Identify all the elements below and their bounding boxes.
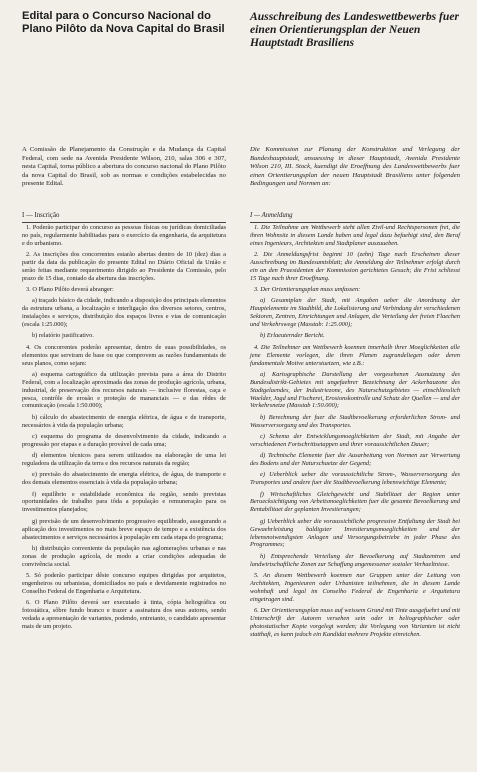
portuguese-paragraph: c) esquema do programa de desenvolvimento da cidade, indicando a progressão por etapas e a duração provável de cada uma; — [22, 432, 226, 448]
german-paragraph: a) Gesamtplan der Stadt, mit Angaben ueber die Anordnung der Hauptelemente im Stadtbild, die Lokalisierung und Verbindung der verschiedenen Sektoren, Zentren, Einrichtungen und Anlagen, die Verteilung der freien Flaechen und Verkehrswege (Masstab: 1:25.000); — [250, 297, 460, 329]
german-paragraph: 6. Der Orientierungsplan muss auf weissem Grund mit Tinte ausgefuehrt und mit Unterschrift der Autoren versehen sein oder in heliographischer oder photostatischer Kopie vorgelegt werden; die Vorlegung von Varianten ist nicht statthaft, es kann jedoch ein Kandidat mehrere Projekte einreichen. — [250, 606, 460, 638]
german-paragraph: f) Wirtschaftliches Gleichgewicht und Stabilitaet der Region unter Beruecksichtigung von Arbeitsmoeglichkeiten fuer die gesamte Bevoelkerung und Rentabilitaet der geplanten Investierungen; — [250, 490, 460, 514]
portuguese-paragraph: 4. Os concorrentes poderão apresentar, dentro de suas possibilidades, os elementos que serviram de base ou que comprovem as razões fundamentais de seus planos, como sejam: — [22, 343, 226, 367]
portuguese-title: Edital para o Concurso Nacional do Plano Pilôto da Nova Capital do Brasil — [22, 10, 225, 36]
german-paragraph: a) Kartographische Darstellung der vorgesehenen Ausnutzung des Bundesdistrikt-Gebietes mit ungefaehrer Bezeichnung der Ackerbauzone des Stadtgelaendes, der Industriezone, des Naturschutzgebietes — einschliesslich Waelder, Jagd und Fischerei, Erosionskontrolle und Schutz der Quellen — und der Verkehrsnetze (Masstab 1:50.000); — [250, 370, 460, 410]
portuguese-paragraph: a) esquema cartográfico da utilização prevista para a área do Distrito Federal, com a localização aproximada das zonas de produção agrícola, urbana, industrial, de preservação dos recursos naturais — inclusive florestas, caça e pesca, contrôle de erosão e proteção de mananciais — e das rêdes de comunicação (escala 1:50.000); — [22, 370, 226, 410]
german-paragraph: 3. Der Orientierungsplan muss umfassen: — [254, 286, 361, 294]
portuguese-paragraph: 5. Só poderão participar dêste concurso equipes dirigidas por arquitetos, engenheiros ou urbanistas, domiciliados no país e devidamente registrados no Conselho Federal de Engenharia e Arquitetura. — [22, 571, 226, 595]
portuguese-paragraph: 1. Poderão participar do concurso as pessoas físicas ou jurídicas domiciliadas no país, regularmente habilitadas para o exercício da engenharia, da arquitetura e do urbanismo. — [22, 224, 226, 247]
german-paragraph: 4. Die Teilnehmer am Wettbewerb koennen innerhalb ihrer Moeglichkeiten alle jene Elemente vorlegen, die ihren Planen zugrundeliegen oder deren fundamentale Motive unterstuetzen, wie z.B.: — [250, 343, 460, 367]
german-section-title: I — Anmeldung — [250, 212, 293, 219]
portuguese-paragraph: 3. O Plano Pilôto deverá abranger: — [26, 286, 114, 294]
portuguese-paragraph: b) cálculo do abastecimento de energia elétrica, de água e de transporte, necessários à vida da população urbana; — [22, 413, 226, 429]
german-paragraph: 2. Die Anmeldungsfrist beginnt 10 (zehn) Tage nach Erscheinen dieser Ausschreibung im Bundesamtsblatt; die Anmeldung der Teilnehmer erfolgt durch ein an den Praesidenten der Kommission gerichtetes Gesuch; die Frist schliesst 15 Tage nach ihrer Eroeffnung. — [250, 251, 460, 282]
german-title: Ausschreibung des Landeswettbewerbs fuer einen Orientierungsplan der Neuen Hauptstadt Brasiliens — [250, 10, 460, 50]
german-paragraph: e) Ueberblick ueber die voraussichtliche Strom-, Wasserversorgung des Transportes und andere fuer die Stadtbevoelkerung lebenswichtige Elemente; — [250, 471, 460, 487]
portuguese-paragraph: h) distribuição conveniente da população nas aglomerações urbanas e nas zonas de produção agrícola, de modo a criar condições adequadas de convivência social. — [22, 544, 226, 568]
portuguese-paragraphs — [22, 224, 226, 634]
german-paragraph: b) Berechnung der fuer die Stadtbevoelkerung erforderlichen Strom- und Wasserversorgung und des Transportes. — [250, 413, 460, 429]
portuguese-paragraph: e) previsão do abastecimento de energia elétrica, de água, de transporte e dos demais elementos essenciais à vida da população urbana; — [22, 471, 226, 487]
portuguese-paragraph: d) elementos técnicos para serem utilizados na elaboração de uma lei reguladora da utilização da terra e dos recursos naturais da região; — [22, 452, 226, 468]
portuguese-paragraph: 2. As inscrições dos concorrentes estarão abertas dentro de 10 (dez) dias a partir da data da publicação do presente Edital no Diário Oficial da União e serão feitas mediante requerimento dirigido ao Presidente da Comissão, pelo prazo de 15 dias, contado da abertura das inscrições. — [22, 251, 226, 282]
german-paragraph: c) Schema der Entwicklungsmoeglichkeiten der Stadt, mit Angabe der verschiedenen Fortschrittsetappen und ihrer voraussichtlichen Dauer; — [250, 432, 460, 448]
portuguese-intro: A Comissão de Planejamento da Construção e da Mudança da Capital Federal, com sede na Avenida Presidente Wilson, 210, salas 306 e 307, nesta Capital, torna público a abertura do concurso nacional do Plano Pilôto da nova Capital do Brasil, sob as normas e condições estabelecidas no presente Edital. — [22, 146, 226, 188]
german-paragraph: d) Technische Elemente fuer die Ausarbeitung von Normen zur Verwertung des Bodens und der Naturschaetze der Gegend; — [250, 452, 460, 468]
german-paragraph: 5. An diesem Wettbewerb koennen nur Gruppen unter der Leitung von Architekten, Ingenieuren oder Urbanisten teilnehmen, die in diesem Lande wohnhaft und legal im Conselho Federal de Engenharia e Arquitetura eingetragen sind. — [250, 571, 460, 603]
portuguese-paragraph: f) equilíbrio e estabilidade econômica da região, sendo previstas oportunidades de trabalho para tôda a população e remuneração para os investimentos planejados; — [22, 490, 226, 514]
german-paragraph: b) Erlaeuternder Bericht. — [260, 332, 325, 340]
portuguese-paragraph: a) traçado básico da cidade, indicando a disposição dos principais elementos da estrutura urbana, a localização e interligação dos diversos setores, centros, instalações e serviços, distribuição dos espaços livres e vias de comunicação (escala 1:25.000); — [22, 297, 226, 329]
german-paragraph: h) Entsprechende Verteilung der Bevoelkerung auf Stadtzentren und landwirtschaftliche Zonen zur Schaffung angemessener sozialer Verhaeltnisse. — [250, 552, 460, 568]
portuguese-paragraph: 6. O Plano Pilôto deverá ser executado à tinta, cópia heliográfica ou fotostática, sôbre fundo branco e trazer a assinatura dos seus autores, sendo vedada a apresentação de variantes, podendo, entretanto, o candidato apresentar mais de um projeto. — [22, 599, 226, 630]
german-paragraph: 1. Die Teilnahme am Wettbewerb steht allen Zivil-und Rechtspersonen frei, die ihren Wohnsitz in diesem Lande haben und legal dazu befaehigt sind, den Beruf eines Ingenieurs, Architekten und Stadtplaner auszuueben. — [250, 224, 460, 247]
german-intro: Die Kommission zur Planung der Konstruktion und Verlegung der Bundeshauptstadt, ansaessing in dieser Hauptstadt, Avenida Presidente Wilson 210, III. Stock, kuendigt die Eroeffnung des Landeswettbewerbs fuer einen Orientierungsplan der neuen Hauptstadt Brasiliens unter folgenden Bedingungen und Normen an: — [250, 146, 460, 188]
portuguese-paragraph: g) previsão de um desenvolvimento progressivo equilibrado, assegurando a aplicação dos investimentos no mais breve espaço de tempo e a existência dos abastecimentos e serviços necessários à população em cada etapa do programa; — [22, 517, 226, 541]
german-paragraphs — [250, 224, 460, 642]
portuguese-section-title: I — Inscrição — [22, 212, 60, 219]
portuguese-paragraph: b) relatório justificativo. — [32, 332, 94, 340]
german-paragraph: g) Ueberblick ueber die voraussichtliche progressive Entfaltung der Stadt bei Gewaehrleistung baldigster Investierungsmoeglichkeiten und der lebensnotwendigsten Anlagen und Versorgungsbetriebe in jeder Phase des Programmes; — [250, 517, 460, 549]
